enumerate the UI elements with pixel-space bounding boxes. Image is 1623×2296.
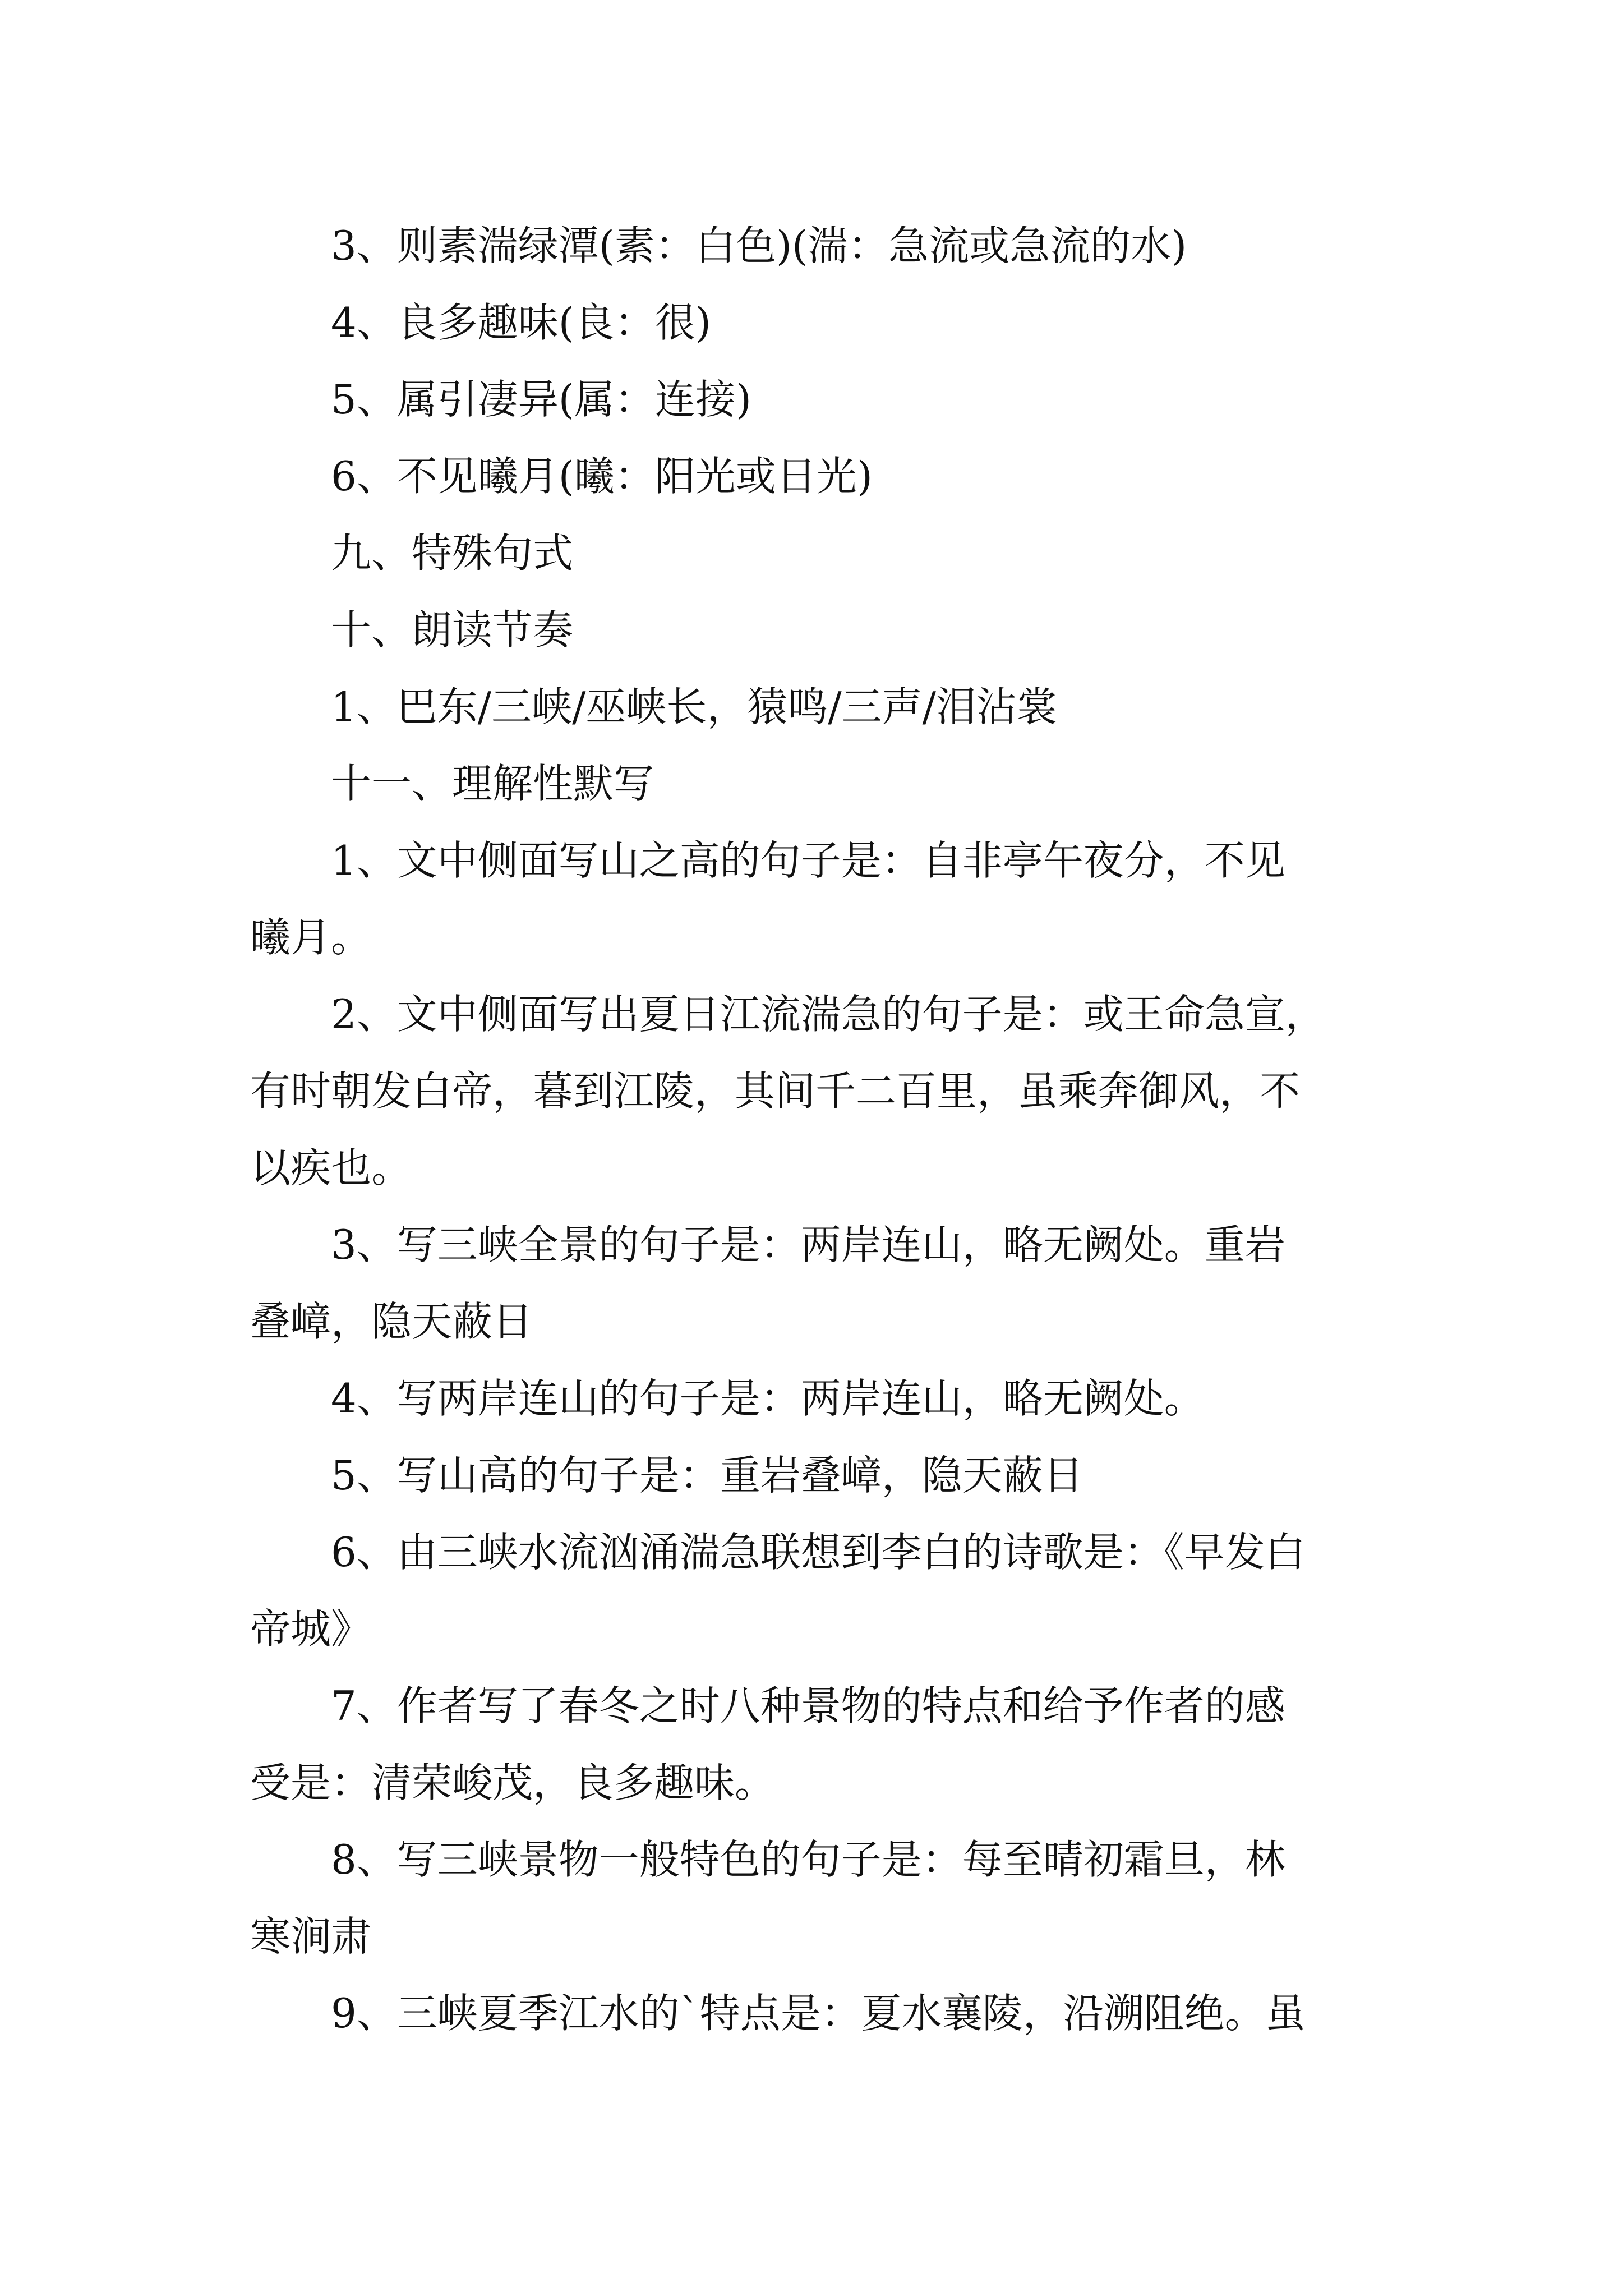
text-line: 2、文中侧面写出夏日江流湍急的句子是：或王命急宣， <box>331 991 1326 1038</box>
text-line: 3、写三峡全景的句子是：两岸连山，略无阙处。重岩 <box>331 1221 1285 1268</box>
text-line: 1、文中侧面写山之高的句子是：自非亭午夜分，不见 <box>331 837 1285 884</box>
text-line: 曦月。 <box>250 914 372 961</box>
text-line: 4、写两岸连山的句子是：两岸连山，略无阙处。 <box>331 1375 1205 1422</box>
document-body <box>250 208 1394 2052</box>
text-line: 叠嶂，隐天蔽日 <box>250 1298 533 1345</box>
text-line: 5、写山高的句子是：重岩叠嶂，隐天蔽日 <box>331 1452 1083 1499</box>
text-line: 5、属引凄异(属：连接) <box>331 376 751 423</box>
text-line: 寒涧肃 <box>250 1913 372 1960</box>
text-line: 有时朝发白帝，暮到江陵，其间千二百里，虽乘奔御风，不 <box>250 1068 1301 1115</box>
section-heading: 九、特殊句式 <box>331 530 574 577</box>
text-line: 帝城》 <box>250 1605 372 1653</box>
section-heading: 十、朗读节奏 <box>331 606 574 654</box>
text-line: 1、巴东/三峡/巫峡长，猿鸣/三声/泪沾裳 <box>331 683 1057 730</box>
text-line: 以疾也。 <box>250 1144 412 1191</box>
text-line: 7、作者写了春冬之时八种景物的特点和给予作者的感 <box>331 1682 1285 1729</box>
text-line: 6、由三峡水流汹涌湍急联想到李白的诗歌是：《早发白 <box>331 1529 1306 1576</box>
text-line: 9、三峡夏季江水的`特点是：夏水襄陵，沿溯阻绝。虽 <box>331 1990 1306 2037</box>
section-heading: 十一、理解性默写 <box>331 760 654 807</box>
text-line: 8、写三峡景物一般特色的句子是：每至晴初霜旦，林 <box>331 1836 1285 1883</box>
text-line: 4、良多趣味(良：很) <box>331 299 711 346</box>
text-line: 6、不见曦月(曦：阳光或日光) <box>331 453 873 500</box>
text-line: 受是：清荣峻茂，良多趣味。 <box>250 1759 776 1806</box>
text-line: 3、则素湍绿潭(素：白色)(湍：急流或急流的水) <box>331 222 1187 269</box>
